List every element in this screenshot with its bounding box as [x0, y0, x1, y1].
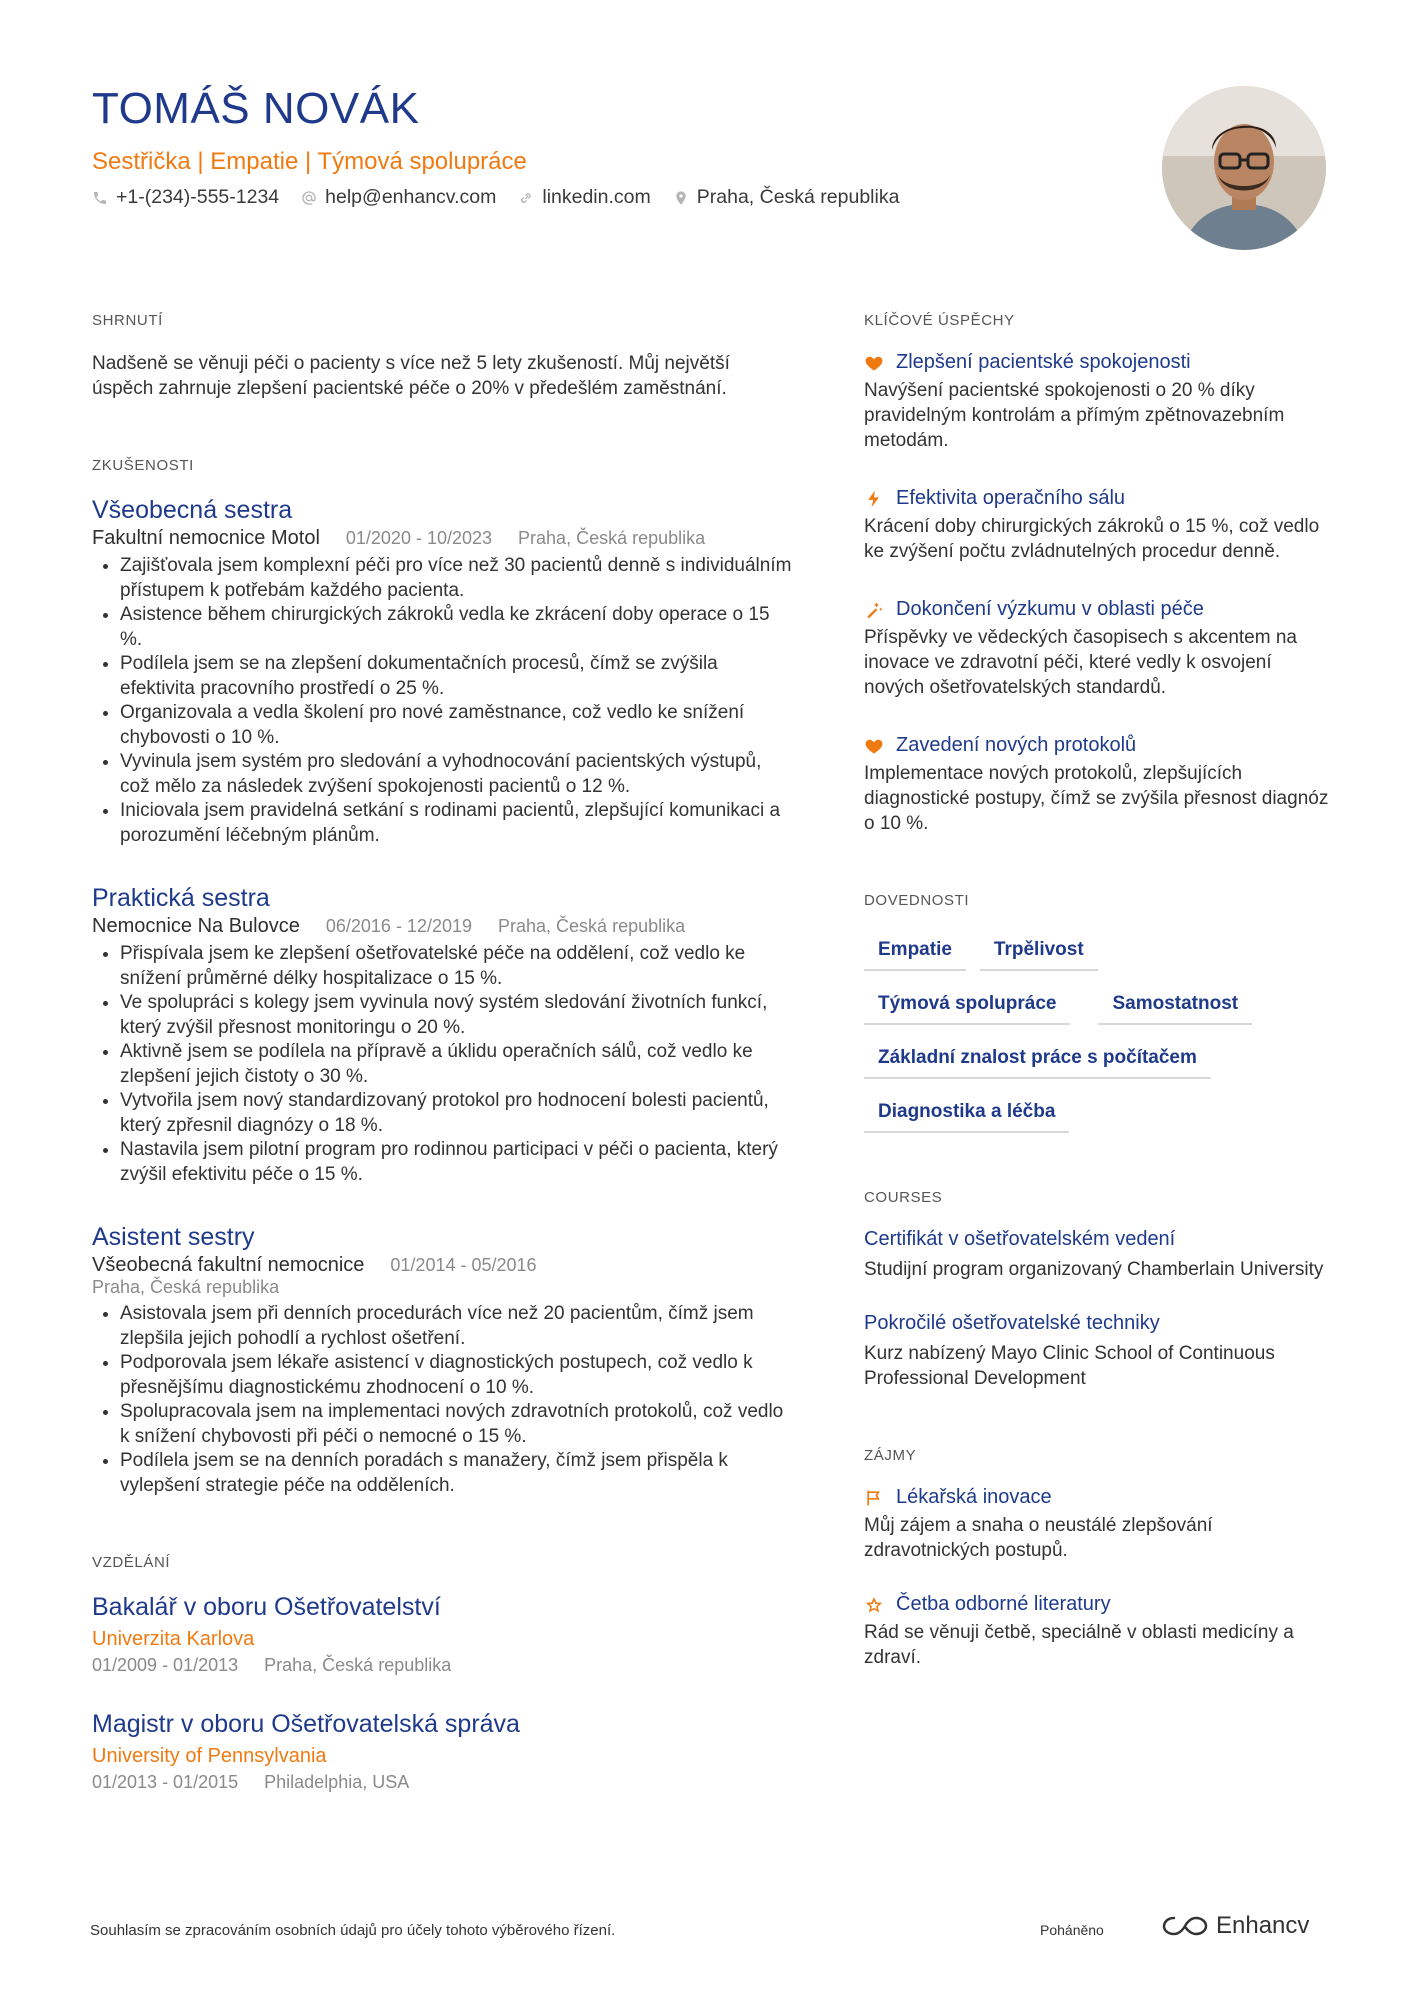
education-meta — [92, 1655, 792, 1676]
skills-row — [864, 931, 1304, 971]
job-company: Fakultní nemocnice Motol — [92, 527, 320, 549]
headline: Sestřička | Empatie | Týmová spolupráce — [92, 148, 527, 175]
job-entry — [92, 1223, 792, 1498]
skill-tag: Trpělivost — [980, 931, 1098, 971]
education-section — [92, 1554, 792, 1793]
job-bullet: • Iniciovala jsem pravidelná setkání s rodinami pacientů, zlepšující komunikaci a porozumění léčebným plánům. — [120, 799, 792, 848]
contact-email[interactable] — [301, 186, 496, 209]
job-entry — [92, 884, 792, 1187]
education-location: Praha, Česká republika — [264, 1655, 452, 1675]
education-entry — [92, 1593, 792, 1676]
job-bullet: • Podílela jsem se na denních poradách s manažery, čímž jsem přispěla k vylepšení strategie péče na odděleních. — [120, 1449, 792, 1498]
job-bullets — [92, 554, 792, 848]
skills-row — [864, 985, 1304, 1025]
courses-section — [864, 1189, 1334, 1391]
job-bullet: • Asistovala jsem při denních procedurách více než 20 pacientům, čímž jsem zlepšila jejich pohodlí a rychlost ošetření. — [120, 1302, 792, 1351]
achievement-item — [864, 598, 1334, 700]
course-text: Kurz nabízený Mayo Clinic School of Continuous Professional Development — [864, 1343, 1275, 1389]
interests-section — [864, 1447, 1334, 1670]
skills-row — [864, 1093, 1304, 1133]
job-meta — [92, 1254, 792, 1277]
achievement-head — [864, 598, 1334, 621]
skill-tag: Základní znalost práce s počítačem — [864, 1039, 1211, 1079]
candidate-name: TOMÁŠ NOVÁK — [92, 84, 420, 133]
interest-item — [864, 1593, 1334, 1670]
education-meta — [92, 1772, 792, 1793]
achievement-item — [864, 351, 1334, 453]
achievement-text: Navýšení pacientské spokojenosti o 20 % díky pravidelným kontrolám a přímým zpětnovazebním metodám. — [864, 380, 1285, 451]
interest-title: Četba odborné literatury — [896, 1593, 1111, 1615]
enhancv-logo[interactable] — [1162, 1912, 1309, 1940]
location-pin-icon — [673, 190, 689, 206]
job-bullet: • Asistence během chirurgických zákroků vedla ke zkrácení doby operace o 15 %. — [120, 603, 792, 652]
job-company: Nemocnice Na Bulovce — [92, 915, 300, 937]
job-bullet: • Vytvořila jsem nový standardizovaný protokol pro hodnocení bolesti pacientů, který zpřesnil diagnózy o 18 %. — [120, 1089, 792, 1138]
flag-icon — [864, 1488, 884, 1508]
email-text: help@enhancv.com — [325, 186, 497, 208]
magic-wand-icon — [864, 600, 884, 620]
job-title: Praktická sestra — [92, 884, 270, 912]
section-title-education: VZDĚLÁNÍ — [92, 1554, 171, 1571]
job-title: Asistent sestry — [92, 1223, 255, 1251]
linkedin-text: linkedin.com — [542, 186, 651, 208]
interest-head — [864, 1593, 1334, 1616]
job-entry — [92, 496, 792, 848]
location-text: Praha, Česká republika — [696, 186, 900, 208]
skills-section — [864, 892, 1334, 1133]
job-location: Praha, Česká republika — [498, 916, 686, 936]
summary-section — [92, 312, 792, 401]
achievement-head — [864, 734, 1334, 757]
experience-section — [92, 457, 792, 1498]
heart-icon — [864, 353, 884, 373]
skill-tag: Empatie — [864, 931, 966, 971]
achievement-item — [864, 487, 1334, 564]
achievement-title: Zlepšení pacientské spokojenosti — [896, 351, 1191, 373]
achievement-text: Krácení doby chirurgických zákroků o 15 %, což vedlo ke zvýšení počtu zvládnutelných procedur denně. — [864, 516, 1320, 562]
education-school: Univerzita Karlova — [92, 1628, 255, 1650]
job-bullet: • Podporovala jsem lékaře asistencí v diagnostických postupech, což vedlo k přesnějšímu diagnostickému zhodnocení o 10 %. — [120, 1351, 792, 1400]
interest-text: Můj zájem a snaha o neustálé zlepšování zdravotnických postupů. — [864, 1515, 1213, 1561]
job-location: Praha, Česká republika — [518, 528, 706, 548]
skill-tag: Samostatnost — [1098, 985, 1252, 1025]
education-dates: 01/2013 - 01/2015 — [92, 1772, 239, 1792]
star-icon — [864, 1595, 884, 1615]
course-item — [864, 1312, 1334, 1391]
job-bullet: • Nastavila jsem pilotní program pro rodinnou participaci v péči o pacienta, který zvýšil efektivitu péče o 15 %. — [120, 1138, 792, 1187]
education-degree: Magistr v oboru Ošetřovatelská správa — [92, 1710, 520, 1738]
phone-icon — [92, 190, 108, 206]
job-bullet: • Organizovala a vedla školení pro nové zaměstnance, což vedlo ke snížení chybovosti o 10 %. — [120, 701, 792, 750]
skill-tag: Diagnostika a léčba — [864, 1093, 1069, 1133]
job-dates: 06/2016 - 12/2019 — [325, 916, 473, 936]
education-location: Philadelphia, USA — [264, 1772, 410, 1792]
job-dates: 01/2020 - 10/2023 — [345, 528, 493, 548]
job-bullet: • Vyvinula jsem systém pro sledování a vyhodnocování pacientských výstupů, což mělo za následek zvýšení spokojenosti pacientů o 12 %. — [120, 750, 792, 799]
achievement-item — [864, 734, 1334, 836]
summary-text: Nadšeně se věnuji péči o pacienty s více než 5 lety zkušeností. Můj největší úspěch zahrnuje zlepšení pacientské péče o 20% v předešlém zaměstnání. — [92, 353, 730, 399]
contact-phone — [92, 186, 279, 209]
interest-title: Lékařská inovace — [896, 1486, 1052, 1508]
section-title-experience: ZKUŠENOSTI — [92, 457, 194, 474]
job-meta — [92, 915, 792, 938]
achievement-text: Příspěvky ve vědeckých časopisech s akcentem na inovace ve zdravotní péči, které vedly k osvojení nových ošetřovatelských standardů. — [864, 627, 1297, 698]
education-entry — [92, 1710, 792, 1793]
skills-row — [864, 1039, 1304, 1079]
education-school: University of Pennsylvania — [92, 1745, 327, 1767]
lightning-icon — [864, 489, 884, 509]
course-item — [864, 1228, 1334, 1282]
section-title-achievements: KLÍČOVÉ ÚSPĚCHY — [864, 312, 1015, 329]
job-bullets — [92, 942, 792, 1187]
achievement-text: Implementace nových protokolů, zlepšujících diagnostické postupy, čímž se zvýšila přesnost diagnóz o 10 %. — [864, 763, 1329, 834]
job-bullet: • Přispívala jsem ke zlepšení ošetřovatelské péče na oddělení, což vedlo ke snížení průměrné délky hospitalizace o 15 %. — [120, 942, 792, 991]
course-title: Certifikát v ošetřovatelském vedení — [864, 1228, 1176, 1250]
education-dates: 01/2009 - 01/2013 — [92, 1655, 239, 1675]
interest-item — [864, 1486, 1334, 1563]
job-bullet: • Zajišťovala jsem komplexní péči pro více než 30 pacientů denně s individuálním přístupem k potřebám každého pacienta. — [120, 554, 792, 603]
achievement-head — [864, 351, 1334, 374]
heart-icon — [864, 736, 884, 756]
avatar — [1162, 86, 1326, 250]
enhancv-logo-text: Enhancv — [1216, 1912, 1310, 1939]
left-column — [92, 312, 792, 1827]
achievement-title: Dokončení výzkumu v oblasti péče — [896, 598, 1204, 620]
enhancv-logo-icon — [1162, 1914, 1208, 1938]
achievement-head — [864, 487, 1334, 510]
section-title-skills: DOVEDNOSTI — [864, 892, 970, 909]
contact-bar — [92, 186, 899, 209]
contact-linkedin[interactable] — [518, 186, 650, 209]
at-icon — [301, 190, 317, 206]
job-meta — [92, 527, 792, 550]
consent-footer: Souhlasím se zpracováním osobních údajů pro účely tohoto výběrového řízení. — [90, 1922, 616, 1939]
course-title: Pokročilé ošetřovatelské techniky — [864, 1312, 1160, 1334]
education-degree: Bakalář v oboru Ošetřovatelství — [92, 1593, 441, 1621]
achievement-title: Zavedení nových protokolů — [896, 734, 1137, 756]
powered-by-label: Poháněno — [1040, 1922, 1104, 1938]
job-dates: 01/2014 - 05/2016 — [390, 1255, 537, 1275]
job-bullet: • Podílela jsem se na zlepšení dokumentačních procesů, čímž se zvýšila efektivita pracovního prostředí o 25 %. — [120, 652, 792, 701]
job-bullets — [92, 1302, 792, 1498]
achievements-section — [864, 312, 1334, 836]
right-column — [864, 312, 1334, 1700]
job-company: Všeobecná fakultní nemocnice — [92, 1254, 365, 1276]
section-title-summary: SHRNUTÍ — [92, 312, 163, 329]
interest-text: Rád se věnuji četbě, speciálně v oblasti medicíny a zdraví. — [864, 1622, 1294, 1668]
course-text: Studijní program organizovaný Chamberlain University — [864, 1259, 1324, 1280]
phone-text: +1-(234)-555-1234 — [116, 186, 280, 208]
job-bullet: • Ve spolupráci s kolegy jsem vyvinula nový systém sledování životních funkcí, který zvýšil přesnost monitoringu o 20 %. — [120, 991, 792, 1040]
section-title-interests: ZÁJMY — [864, 1447, 917, 1464]
section-title-courses: COURSES — [864, 1189, 943, 1206]
interest-head — [864, 1486, 1334, 1509]
job-bullet: • Spolupracovala jsem na implementaci nových zdravotních protokolů, což vedlo k snížení chybovosti při péči o nemocné o 15 %. — [120, 1400, 792, 1449]
skill-tag: Týmová spolupráce — [864, 985, 1070, 1025]
skills-list — [864, 931, 1304, 1133]
job-title: Všeobecná sestra — [92, 496, 293, 524]
profile-photo — [1162, 86, 1326, 250]
contact-location — [673, 186, 900, 209]
job-location: Praha, Česká republika — [92, 1277, 280, 1297]
link-icon — [518, 190, 534, 206]
achievement-title: Efektivita operačního sálu — [896, 487, 1126, 509]
job-bullet: • Aktivně jsem se podílela na přípravě a úklidu operačních sálů, což vedlo ke zlepšení jejich čistoty o 30 %. — [120, 1040, 792, 1089]
